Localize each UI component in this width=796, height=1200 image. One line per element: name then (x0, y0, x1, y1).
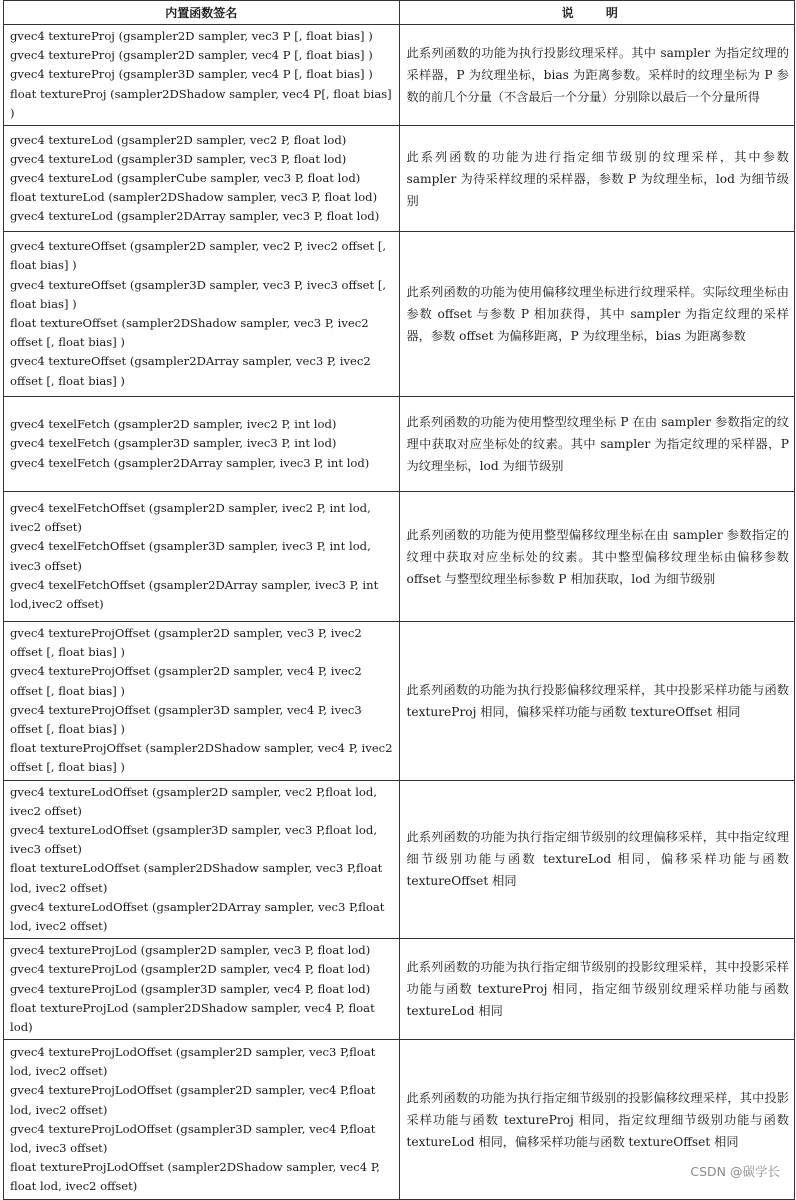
function-signature: gvec4 texelFetchOffset (gsampler3D sampler, ivec3 P, int lod, ivec3 offset) (10, 539, 371, 573)
function-signature: gvec4 textureProjOffset (gsampler3D sampler, vec4 P, ivec3 offset [, float bias] ) (10, 702, 362, 737)
function-signature: gvec4 texelFetch (gsampler2D sampler, ivec2 P, int lod) (10, 417, 337, 432)
function-signature: gvec4 textureProj (gsampler2D sampler, vec4 P [, float bias] ) (10, 48, 373, 63)
table-body (4, 25, 795, 1200)
table-row (4, 939, 795, 1040)
function-signature: gvec4 textureLod (gsampler2DArray sampler, vec3 P, float lod) (10, 209, 380, 224)
function-signature: gvec4 textureProjLodOffset (gsampler2D sampler, vec3 P,float lod, ivec2 offset) (10, 1044, 376, 1079)
function-signature: gvec4 textureLodOffset (gsampler3D sampler, vec3 P,float lod, ivec3 offset) (10, 823, 378, 857)
table-row (4, 397, 795, 492)
function-signature: float textureProjLodOffset (sampler2DShadow sampler, vec4 P, float lod, ivec2 offset) (10, 1160, 380, 1194)
table-row (4, 232, 795, 397)
signature-cell (4, 397, 400, 492)
table-row (4, 492, 795, 622)
table-row (4, 126, 795, 232)
table-row (4, 1040, 795, 1200)
table-row (4, 622, 795, 781)
table-row (4, 780, 795, 939)
signature-cell (4, 126, 400, 232)
function-signature: float textureOffset (sampler2DShadow sampler, vec3 P, ivec2 offset [, float bias] ) (10, 316, 369, 350)
function-signature: gvec4 texelFetchOffset (gsampler2DArray sampler, ivec3 P, int lod,ivec2 offset) (10, 577, 379, 611)
function-signature: gvec4 textureLod (gsampler3D sampler, vec3 P, float lod) (10, 151, 347, 166)
function-signature: float textureProjOffset (sampler2DShadow sampler, vec4 P, ivec2 offset [, float bias] ) (10, 741, 393, 775)
function-signature: gvec4 textureLod (gsamplerCube sampler, vec3 P, float lod) (10, 170, 361, 185)
function-signature: gvec4 textureProj (gsampler2D sampler, vec3 P [, float bias] ) (10, 29, 373, 43)
function-signature: gvec4 textureOffset (gsampler2DArray sampler, vec3 P, ivec2 offset [, float bias] ) (10, 354, 371, 388)
description-cell: 此系列函数的功能为进行指定细节级别的纹理采样，其中参数 sampler 为待采样纹理的采样器，参数 P 为纹理坐标，lod 为细节级别 (399, 126, 795, 232)
function-signature: gvec4 textureLod (gsampler2D sampler, vec2 P, float lod) (10, 132, 347, 147)
function-signature: float textureLod (sampler2DShadow sampler, vec3 P, float lod) (10, 190, 378, 205)
description-cell: 此系列函数的功能为执行投影偏移纹理采样，其中投影采样功能与函数 textureProj 相同，偏移采样功能与函数 textureOffset 相同 (399, 622, 795, 781)
function-signature: gvec4 textureOffset (gsampler2D sampler, vec2 P, ivec2 offset [, float bias] ) (10, 239, 387, 273)
signature-cell (4, 939, 400, 1040)
description-cell: 此系列函数的功能为执行指定细节级别的投影偏移纹理采样，其中投影采样功能与函数 textureProj 相同，指定纹理细节级别功能与函数 textureLod 相同，偏移采样功能与函数 textureOffset 相同 (399, 1040, 795, 1200)
signature-cell (4, 492, 400, 622)
function-signature: gvec4 texelFetch (gsampler2DArray sampler, ivec3 P, int lod) (10, 455, 370, 470)
function-signature: gvec4 textureProjLod (gsampler2D sampler, vec3 P, float lod) (10, 943, 371, 958)
table-row (4, 25, 795, 126)
description-cell: 此系列函数的功能为使用整型纹理坐标 P 在由 sampler 参数指定的纹理中获取对应坐标处的纹素。其中 sampler 为指定纹理的采样器，P 为纹理坐标，lod 为细节级别 (399, 397, 795, 492)
description-cell: 此系列函数的功能为执行投影纹理采样。其中 sampler 为指定纹理的采样器，P 为纹理坐标，bias 为距离参数。采样时的纹理坐标为 P 参数的前几个分量（不含最后一个分量）分别除以最后一个分量所得 (399, 25, 795, 126)
function-signature: gvec4 textureProj (gsampler3D sampler, vec4 P [, float bias] ) (10, 67, 373, 82)
description-cell: 此系列函数的功能为使用偏移纹理坐标进行纹理采样。实际纹理坐标由参数 offset 与参数 P 相加获得，其中 sampler 为指定纹理的采样器，参数 offset 为偏移距离，P 为纹理坐标，bias 为距离参数 (399, 232, 795, 397)
function-signature: gvec4 textureProjOffset (gsampler2D sampler, vec3 P, ivec2 offset [, float bias] ) (10, 626, 362, 660)
description-cell: 此系列函数的功能为执行指定细节级别的纹理偏移采样，其中指定纹理细节级别功能与函数 textureLod 相同，偏移采样功能与函数 textureOffset 相同 (399, 780, 795, 939)
function-signature: gvec4 textureOffset (gsampler3D sampler, vec3 P, ivec3 offset [, float bias] ) (10, 277, 387, 311)
header-description (399, 1, 795, 25)
function-table (3, 0, 795, 1200)
header-description-label: 说 明 (561, 6, 632, 20)
function-signature: float textureLodOffset (sampler2DShadow sampler, vec3 P,float lod, ivec2 offset) (10, 861, 383, 895)
signature-cell (4, 622, 400, 781)
signature-cell (4, 780, 400, 939)
function-signature: gvec4 textureLodOffset (gsampler2D sampler, vec2 P,float lod, ivec2 offset) (10, 784, 378, 818)
function-signature: gvec4 textureLodOffset (gsampler2DArray sampler, vec3 P,float lod, ivec2 offset) (10, 899, 385, 934)
function-signature: float textureProjLod (sampler2DShadow sampler, vec4 P, float lod) (10, 1000, 375, 1035)
watermark: CSDN @碳学长 (690, 1164, 780, 1179)
description-cell: 此系列函数的功能为执行指定细节级别的投影纹理采样，其中投影采样功能与函数 textureProj 相同，指定细节级别纹理采样功能与函数 textureLod 相同 (399, 939, 795, 1040)
function-signature: gvec4 textureProjLod (gsampler3D sampler, vec4 P, float lod) (10, 981, 371, 996)
header-signature: 内置函数签名 (4, 1, 400, 25)
function-signature: gvec4 texelFetchOffset (gsampler2D sampler, ivec2 P, int lod, ivec2 offset) (10, 500, 371, 535)
function-signature: gvec4 texelFetch (gsampler3D sampler, ivec3 P, int lod) (10, 436, 337, 451)
description-cell: 此系列函数的功能为使用整型偏移纹理坐标在由 sampler 参数指定的纹理中获取对应坐标处的纹素。其中整型偏移纹理坐标由偏移参数 offset 与整型纹理坐标参数 P 相加获取，lod 为细节级别 (399, 492, 795, 622)
function-signature: gvec4 textureProjOffset (gsampler2D sampler, vec4 P, ivec2 offset [, float bias] ) (10, 664, 362, 698)
signature-cell (4, 232, 400, 397)
header-row (4, 1, 795, 25)
function-signature: gvec4 textureProjLodOffset (gsampler3D sampler, vec4 P,float lod, ivec3 offset) (10, 1121, 376, 1155)
signature-cell (4, 1040, 400, 1200)
signature-cell (4, 25, 400, 126)
function-signature: float textureProj (sampler2DShadow sampler, vec4 P[, float bias] ) (10, 86, 392, 120)
function-signature: gvec4 textureProjLodOffset (gsampler2D sampler, vec4 P,float lod, ivec2 offset) (10, 1083, 376, 1117)
function-signature: gvec4 textureProjLod (gsampler2D sampler, vec4 P, float lod) (10, 962, 371, 977)
